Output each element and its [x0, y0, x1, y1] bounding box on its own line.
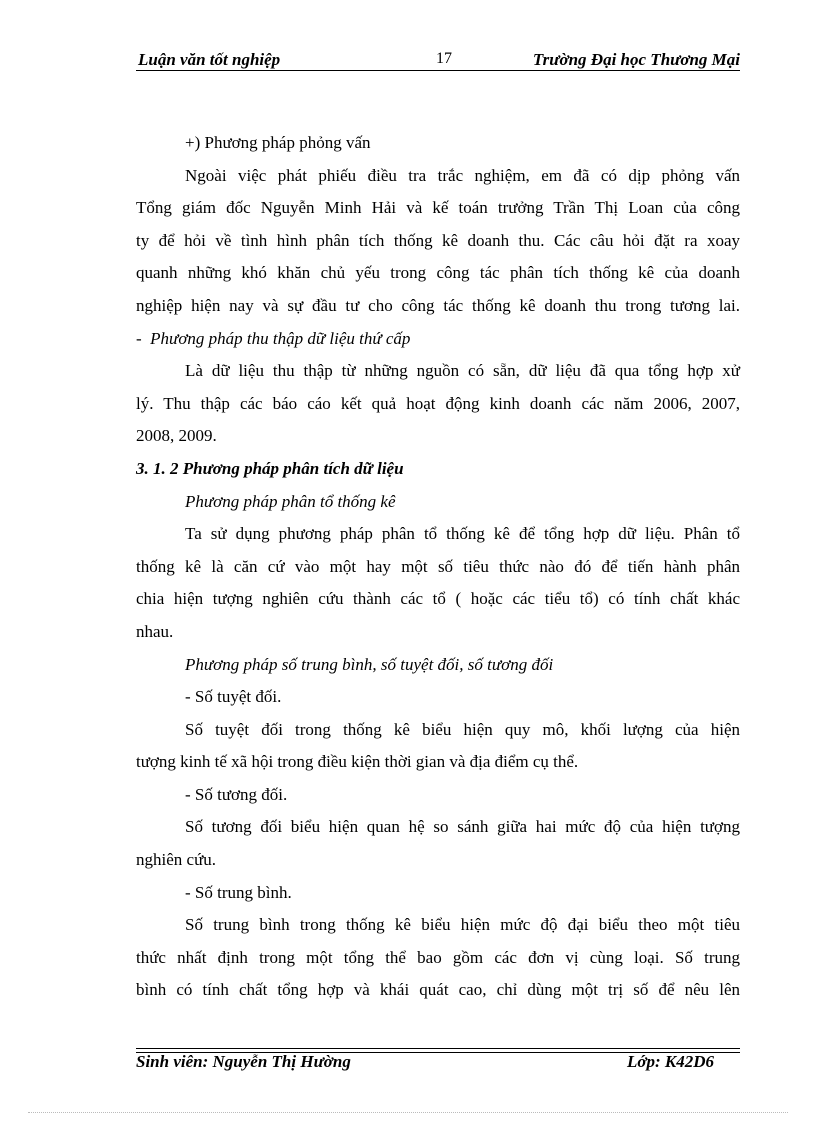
subheading: Phương pháp số trung bình, số tuyệt đối, số tương đối [185, 654, 554, 674]
text-line: tượng kinh tế xã hội trong điều kiện thời gian và địa điểm cụ thể. [136, 752, 579, 772]
text-line: thức nhất định trong một tổng thể bao gồm các đơn vị cùng loại. Số trung [136, 947, 740, 967]
text-line: nghiệp hiện nay và sự đầu tư cho công tác thống kê doanh thu trong tương lai. [136, 295, 740, 315]
text-line: Số tuyệt đối trong thống kê biểu hiện quy mô, khối lượng của hiện [185, 719, 740, 739]
text-line: lý. Thu thập các báo cáo kết quả hoạt động kinh doanh các năm 2006, 2007, [136, 393, 740, 413]
header-university: Trường Đại học Thương Mại [532, 50, 740, 69]
text-line: chia hiện tượng nghiên cứu thành các tổ ( hoặc các tiểu tổ) có tính chất khác [136, 589, 740, 609]
text-line: 2008, 2009. [136, 426, 217, 446]
text-line: thống kê là căn cứ vào một hay một số tiêu thức nào đó để tiến hành phân [136, 556, 740, 576]
text-line: +) Phương pháp phỏng vấn [185, 133, 371, 152]
text-line: Số trung bình trong thống kê biểu hiện mức độ đại biểu theo một tiêu [185, 915, 740, 935]
text-line: Là dữ liệu thu thập từ những nguồn có sẵn, dữ liệu đã qua tổng hợp xử [185, 361, 740, 381]
text-line: quanh những khó khăn chủ yếu trong công tác phân tích thống kê của doanh [136, 263, 740, 283]
page-number: 17 [436, 50, 452, 67]
text-line: nghiên cứu. [136, 850, 217, 870]
subheading: Phương pháp phân tổ thống kê [185, 491, 396, 511]
page-header [136, 46, 740, 70]
list-label: - Số tương đối. [185, 784, 288, 804]
text-line: Ta sử dụng phương pháp phân tổ thống kê để tổng hợp dữ liệu. Phân tổ [185, 524, 740, 544]
list-label: - Số tuyệt đối. [185, 687, 282, 707]
text-line: nhau. [136, 621, 174, 641]
subheading-text: Phương pháp thu thập dữ liệu thứ cấp [150, 328, 411, 348]
list-label: - Số trung bình. [185, 882, 292, 902]
text-line: bình có tính chất tổng hợp và khái quát cao, chỉ dùng một trị số để nêu lên [136, 980, 740, 1000]
footer-student: Sinh viên: Nguyễn Thị Hường [136, 1052, 351, 1071]
page-edge-divider [28, 1112, 788, 1113]
section-heading: 3. 1. 2 Phương pháp phân tích dữ liệu [136, 458, 404, 478]
text-line: Ngoài việc phát phiếu điều tra trắc nghiệm, em đã có dịp phỏng vấn [185, 165, 740, 185]
text-line: ty để hỏi về tình hình phân tích thống kê doanh thu. Các câu hỏi đặt ra xoay [136, 230, 740, 250]
footer-rule-top [136, 1048, 740, 1049]
text-line: Số tương đối biểu hiện quan hệ so sánh giữa hai mức độ của hiện tượng [185, 817, 740, 837]
document-body [136, 127, 740, 1007]
header-thesis-label: Luận văn tốt nghiệp [138, 50, 281, 69]
header-rule [136, 70, 740, 71]
text-line: Tổng giám đốc Nguyễn Minh Hải và kế toán trưởng Trần Thị Loan của công [136, 198, 740, 218]
footer-class: Lớp: K42D6 [626, 1052, 714, 1071]
bullet-dash: - [136, 328, 142, 348]
subheading-secondary-data [136, 323, 740, 356]
